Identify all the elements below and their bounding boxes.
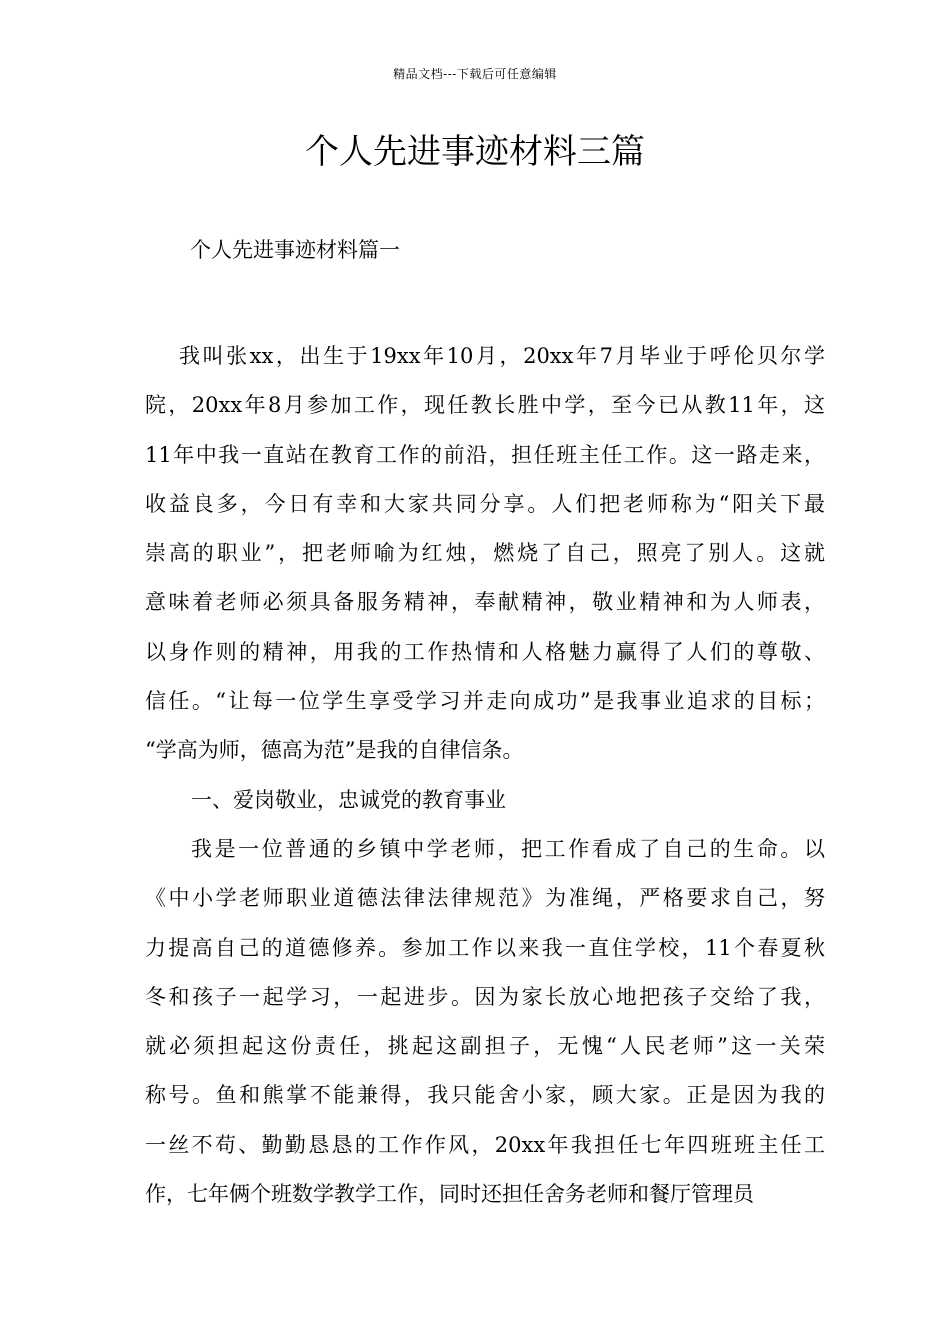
text-line: 院，20xx年8月参加工作，现任教长胜中学，至今已从教11年，这 [145,393,825,418]
text-line: 就必须担起这份责任，挑起这副担子，无愧“人民老师”这一关荣 [145,1034,825,1059]
text-line: “学高为师，德高为范”是我的自律信条。 [145,738,524,763]
text-line: 力提高自己的道德修养。参加工作以来我一直住学校，11个春夏秋 [145,935,825,960]
body-text [145,332,825,1219]
text-line: 收益良多，今日有幸和大家共同分享。人们把老师称为“阳关下最 [145,491,825,516]
text-line: 崇高的职业”，把老师喻为红烛，燃烧了自己，照亮了别人。这就 [145,541,825,566]
document-title: 个人先进事迹材料三篇 [305,132,645,172]
text-line: 信任。“让每一位学生享受学习并走向成功”是我事业追求的目标； [145,689,825,714]
text-line: 以身作则的精神，用我的工作热情和人格魅力赢得了人们的尊敬、 [145,639,825,664]
subheading-line: 一、爱岗敬业，忠诚党的教育事业 [191,787,506,812]
text-line: 冬和孩子一起学习，一起进步。因为家长放心地把孩子交给了我， [145,984,825,1009]
text-line: 我是一位普通的乡镇中学老师，把工作看成了自己的生命。以 [191,836,825,861]
section-title: 个人先进事迹材料篇一 [190,238,400,262]
header-note: 精品文档---下载后可任意编辑 [393,67,557,81]
text-line: 作，七年俩个班数学教学工作，同时还担任舍务老师和餐厅管理员 [145,1182,754,1207]
text-line: 意味着老师必须具备服务精神，奉献精神，敬业精神和为人师表， [145,590,825,615]
text-line: 11年中我一直站在教育工作的前沿，担任班主任工作。这一路走来， [145,442,825,467]
text-line: 称号。鱼和熊掌不能兼得，我只能舍小家，顾大家。正是因为我的 [145,1083,825,1108]
text-line: 我叫张xx，出生于19xx年10月，20xx年7月毕业于呼伦贝尔学 [179,344,825,368]
text-line: 《中小学老师职业道德法律法律规范》为准绳，严格要求自己，努 [145,886,825,911]
text-line: 一丝不苟、勤勤恳恳的工作作风，20xx年我担任七年四班班主任工 [145,1132,825,1157]
